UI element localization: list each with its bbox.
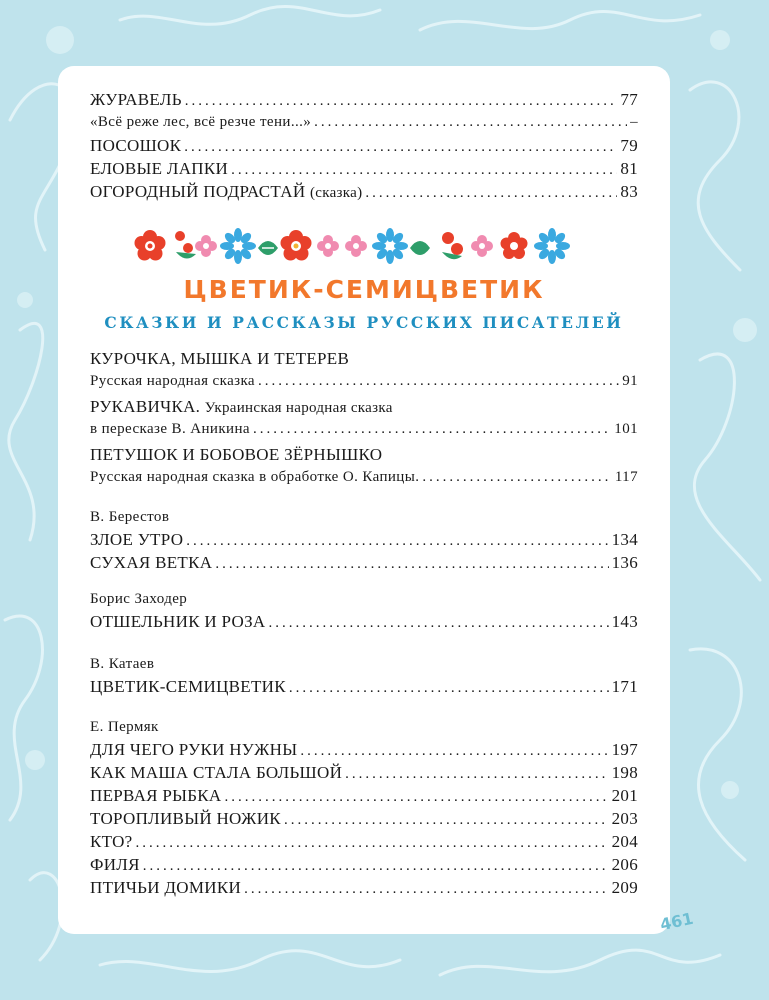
- leader-dots: [300, 740, 608, 763]
- entry-title: ТОРОПЛИВЫЙ НОЖИК: [90, 809, 281, 828]
- leader-dots: [253, 418, 611, 441]
- leader-dots: [244, 878, 609, 901]
- entry-subtitle: Русская народная сказка: [90, 373, 255, 389]
- toc-row: [90, 830, 638, 853]
- leader-dots: [314, 111, 627, 134]
- section-title: ЦВЕТИК-СЕМИЦВЕТИК: [183, 275, 545, 304]
- leader-dots: [215, 553, 608, 576]
- entry-subtitle: в пересказе В. Аникина: [90, 421, 250, 437]
- leader-dots: [143, 855, 609, 878]
- entry-title: РУКАВИЧКА. Украинская народная сказка: [90, 397, 393, 416]
- entry-title: ПТИЧЬИ ДОМИКИ: [90, 878, 242, 897]
- entry-page: 171: [611, 677, 638, 696]
- entry-title: ПЕРВАЯ РЫБКА: [90, 786, 222, 805]
- entry-page: 206: [611, 855, 638, 874]
- entry-subtitle: Русская народная сказка в обработке О. Капицы.: [90, 469, 420, 485]
- toc-row: [90, 675, 638, 698]
- toc-row: [90, 761, 638, 784]
- entry-page: 91: [622, 373, 638, 389]
- entry-title: ЕЛОВЫЕ ЛАПКИ: [90, 159, 229, 178]
- author-name: Борис Заходер: [90, 591, 188, 607]
- leader-dots: [225, 786, 609, 809]
- entry-title: ФИЛЯ: [90, 855, 140, 874]
- leader-dots: [186, 530, 608, 553]
- leader-dots: [422, 466, 611, 489]
- entry-title: ПЕТУШОК И БОБОВОЕ ЗЁРНЫШКО: [90, 445, 383, 464]
- toc-row: [90, 466, 638, 489]
- author-name: Е. Пермяк: [90, 719, 159, 735]
- leader-dots: [136, 832, 609, 855]
- entry-page: 204: [611, 832, 638, 851]
- leader-dots: [185, 90, 618, 113]
- toc-top-block: [90, 88, 638, 203]
- entry-title: КТО?: [90, 832, 133, 851]
- leader-dots: [345, 763, 608, 786]
- page-number: 461: [658, 908, 696, 935]
- entry-title: КАК МАША СТАЛА БОЛЬШОЙ: [90, 763, 343, 782]
- entry-page: 101: [614, 421, 638, 437]
- toc-row: [90, 111, 638, 134]
- entry-page: 203: [611, 809, 638, 828]
- entry-page: 134: [611, 530, 638, 549]
- entry-note: (сказка): [309, 185, 363, 201]
- entry-title: КУРОЧКА, МЫШКА И ТЕТЕРЕВ: [90, 349, 350, 368]
- toc-row: [90, 807, 638, 830]
- entry-title: ЖУРАВЕЛЬ: [90, 90, 182, 109]
- author-name: В. Берестов: [90, 509, 170, 525]
- leader-dots: [365, 182, 617, 205]
- entry-page: 77: [620, 90, 638, 109]
- toc-row: [90, 610, 638, 633]
- author-name: В. Катаев: [90, 656, 155, 672]
- flower-ornament: [128, 222, 576, 270]
- entry-page: 83: [620, 182, 638, 201]
- toc-author-block: [90, 653, 638, 698]
- leader-dots: [268, 612, 608, 635]
- entry-title: ДЛЯ ЧЕГО РУКИ НУЖНЫ: [90, 740, 298, 759]
- toc-folk-block: [90, 347, 638, 489]
- entry-page: 79: [620, 136, 638, 155]
- flower-icon: [135, 230, 166, 261]
- toc-row: [90, 418, 638, 441]
- toc-row: [90, 88, 638, 111]
- toc-author-block: [90, 716, 638, 899]
- toc-row: [90, 180, 638, 203]
- entry-title: ОГОРОДНЫЙ ПОДРАСТАЙ (сказка): [90, 182, 363, 201]
- toc-row: [90, 370, 638, 393]
- entry-title: ОТШЕЛЬНИК И РОЗА: [90, 612, 266, 631]
- toc-row: [90, 784, 638, 807]
- entry-page: 136: [611, 553, 638, 572]
- toc-author-block: [90, 506, 638, 574]
- leader-dots: [284, 809, 609, 832]
- toc-row: [90, 738, 638, 761]
- entry-page: 143: [611, 612, 638, 631]
- entry-page: 117: [614, 469, 638, 485]
- toc-row: [90, 876, 638, 899]
- toc-row: [90, 157, 638, 180]
- entry-title: ЦВЕТИК-СЕМИЦВЕТИК: [90, 677, 286, 696]
- section-subtitle: СКАЗКИ И РАССКАЗЫ РУССКИХ ПИСАТЕЛЕЙ: [104, 313, 624, 332]
- entry-page: 209: [611, 878, 638, 897]
- leader-dots: [184, 136, 617, 159]
- leader-dots: [258, 370, 619, 393]
- leader-dots: [231, 159, 617, 182]
- entry-title: СУХАЯ ВЕТКА: [90, 553, 213, 572]
- entry-page: 201: [611, 786, 638, 805]
- entry-title: ЗЛОЕ УТРО: [90, 530, 184, 549]
- toc-author-block: [90, 588, 638, 633]
- entry-page: 197: [611, 740, 638, 759]
- toc-row: [90, 134, 638, 157]
- entry-page: –: [630, 114, 638, 130]
- entry-page: 81: [620, 159, 638, 178]
- entry-page: 198: [611, 763, 638, 782]
- toc-row: [90, 853, 638, 876]
- entry-title: «Всё реже лес, всё резче тени...»: [90, 114, 312, 130]
- entry-title: ПОСОШОК: [90, 136, 182, 155]
- toc-row: [90, 528, 638, 551]
- leader-dots: [289, 677, 609, 700]
- toc-row: [90, 551, 638, 574]
